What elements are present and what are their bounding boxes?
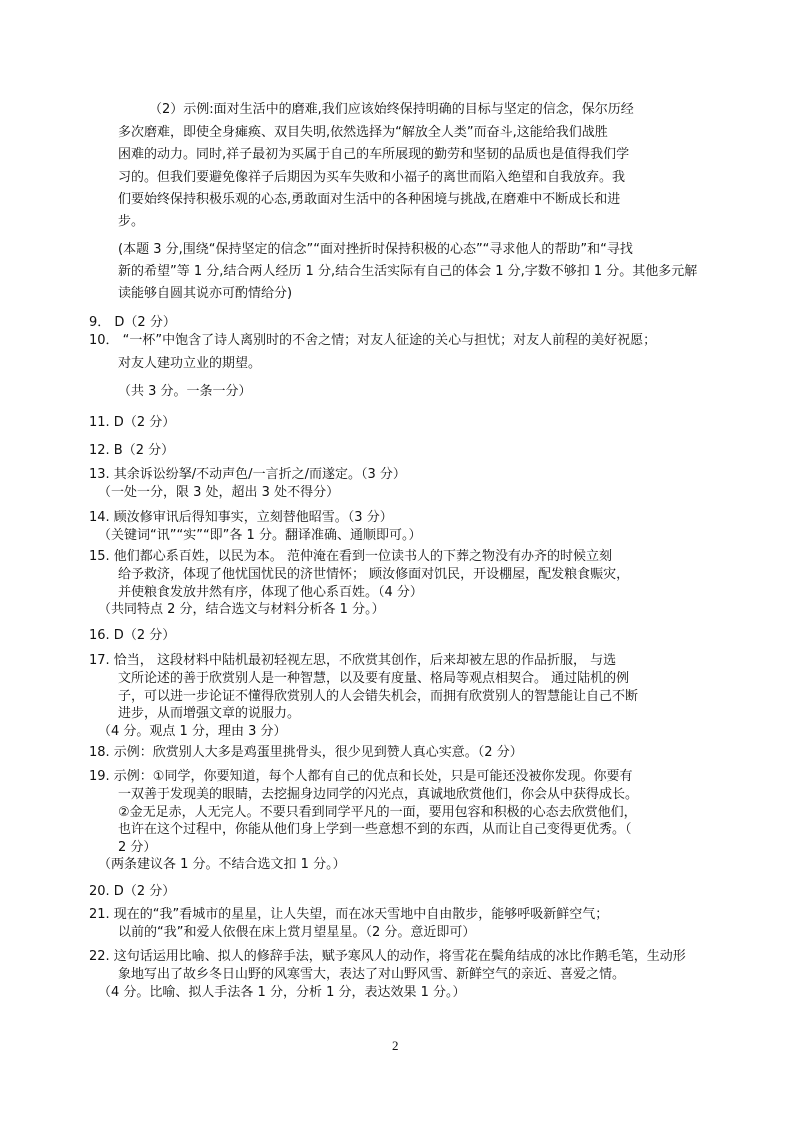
text-line: ②金无足赤，人无完人。不要只看到同学平凡的一面，要用包容和积极的心态去欣赏他们，	[118, 805, 637, 820]
text-line: 多次磨难，即使全身瘫痪、双目失明,依然选择为“解放全人类”而奋斗,这能给我们战胜	[118, 125, 608, 140]
text-line: （两条建议各 1 分。不结合选文扣 1 分。）	[98, 857, 346, 872]
text-line: （关键词“讯”“实”“即”各 1 分。翻译准确、通顺即可。）	[98, 528, 422, 543]
text-line: 并使粮食发放井然有序，体现了他心系百姓。（4 分）	[118, 585, 423, 600]
text-line: 一双善于发现美的眼睛，去挖掘身边同学的闪光点，真诚地欣赏他们，你会从中获得成长。	[118, 787, 639, 802]
question-10: 10． “一杯”中饱含了诗人离别时的不舍之情；对友人征途的关心与担忧；对友人前程的美好祝愿；	[89, 333, 657, 348]
text-line: 2 分）	[118, 840, 157, 855]
question-14: 14. 顾汝修审讯后得知事实，立刻替他昭雪。（3 分）	[89, 510, 393, 525]
question-12: 12. B（2 分）	[89, 443, 175, 458]
text-line: 困难的动力。同时,祥子最初为买属于自己的车所展现的勤劳和坚韧的品质也是值得我们学	[118, 147, 630, 162]
question-22: 22. 这句话运用比喻、拟人的修辞手法，赋予寒风人的动作，将雪花在鬓角结成的冰比作鹅毛笔，生动形	[89, 949, 686, 964]
question-11: 11. D（2 分）	[89, 415, 176, 430]
text-line: （共同特点 2 分，结合选文与材料分析各 1 分。）	[98, 602, 385, 617]
text-line: 对友人建功立业的期望。	[118, 356, 262, 371]
text-line: 习的。但我们要避免像祥子后期因为买车失败和小福子的离世而陷入绝望和自我放弃。我	[118, 170, 626, 185]
text-line: （4 分。观点 1 分，理由 3 分）	[98, 724, 287, 739]
text-line: 给予救济，体现了他忧国忧民的济世情怀； 顾汝修面对饥民，开设棚屋，配发粮食赈灾，	[118, 567, 630, 582]
text-line: 读能够自圆其说亦可酌情给分)	[118, 286, 293, 301]
question-16: 16. D（2 分）	[89, 628, 176, 643]
text-line: (本题 3 分,围绕“保持坚定的信念”“面对挫折时保持积极的心态”“寻求他人的帮助”和“寻找	[118, 242, 633, 257]
text-line: 们要始终保持积极乐观的心态,勇敢面对生活中的各种困境与挑战,在磨难中不断成长和进	[118, 192, 621, 207]
text-line: 子，可以进一步论证不懂得欣赏别人的人会错失机会，而拥有欣赏别人的智慧能让自己不断	[118, 689, 639, 704]
question-21: 21. 现在的“我”看城市的星星，让人失望，而在冰天雪地中自由散步，能够呼吸新鲜空气；	[89, 907, 609, 922]
text-line: 进步，从而增强文章的说服力。	[118, 706, 301, 721]
text-line: 以前的“我”和爱人依偎在床上赏月望星星。（2 分。意近即可）	[118, 925, 476, 940]
page-number: 2	[392, 1038, 399, 1053]
text-line: 文所论述的善于欣赏别人是一种智慧，以及要有度量、格局等观点相契合。 通过陆机的例	[118, 671, 630, 686]
text-line: （一处一分，限 3 处，超出 3 处不得分）	[98, 485, 340, 500]
question-19: 19. 示例：①同学，你要知道，每个人都有自己的优点和长处，只是可能还没被你发现。你要有	[89, 769, 633, 784]
question-15: 15. 他们都心系百姓，以民为本。 范仲淹在看到一位读书人的下葬之物没有办齐的时候立刻	[89, 549, 612, 564]
text-line: （共 3 分。一条一分）	[118, 384, 252, 399]
question-18: 18. 示例：欣赏别人大多是鸡蛋里挑骨头，很少见到赞人真心实意。（2 分）	[89, 745, 523, 760]
question-9: 9． D（2 分）	[89, 315, 176, 330]
text-line: （4 分。比喻、拟人手法各 1 分，分析 1 分，表达效果 1 分。）	[98, 985, 466, 1000]
text-line: 步。	[118, 214, 145, 229]
text-line: （2）示例:面对生活中的磨难,我们应该始终保持明确的目标与坚定的信念，保尔历经	[149, 102, 634, 117]
text-line: 象地写出了故乡冬日山野的风寒雪大，表达了对山野风雪、新鲜空气的亲近、喜爱之情。	[118, 967, 626, 982]
text-line: 也许在这个过程中，你能从他们身上学到一些意想不到的东西，从而让自己变得更优秀。（	[118, 822, 632, 837]
question-13: 13. 其余诉讼纷拏/不动声色/一言折之/而遂定。（3 分）	[89, 467, 406, 482]
text-line: 新的希望”等 1 分,结合两人经历 1 分,结合生活实际有自己的体会 1 分,字数不够扣 1 分。其他多元解	[118, 264, 698, 279]
question-20: 20. D（2 分）	[89, 884, 176, 899]
question-17: 17. 恰当， 这段材料中陆机最初轻视左思，不欣赏其创作，后来却被左思的作品折服， 与选	[89, 653, 617, 668]
